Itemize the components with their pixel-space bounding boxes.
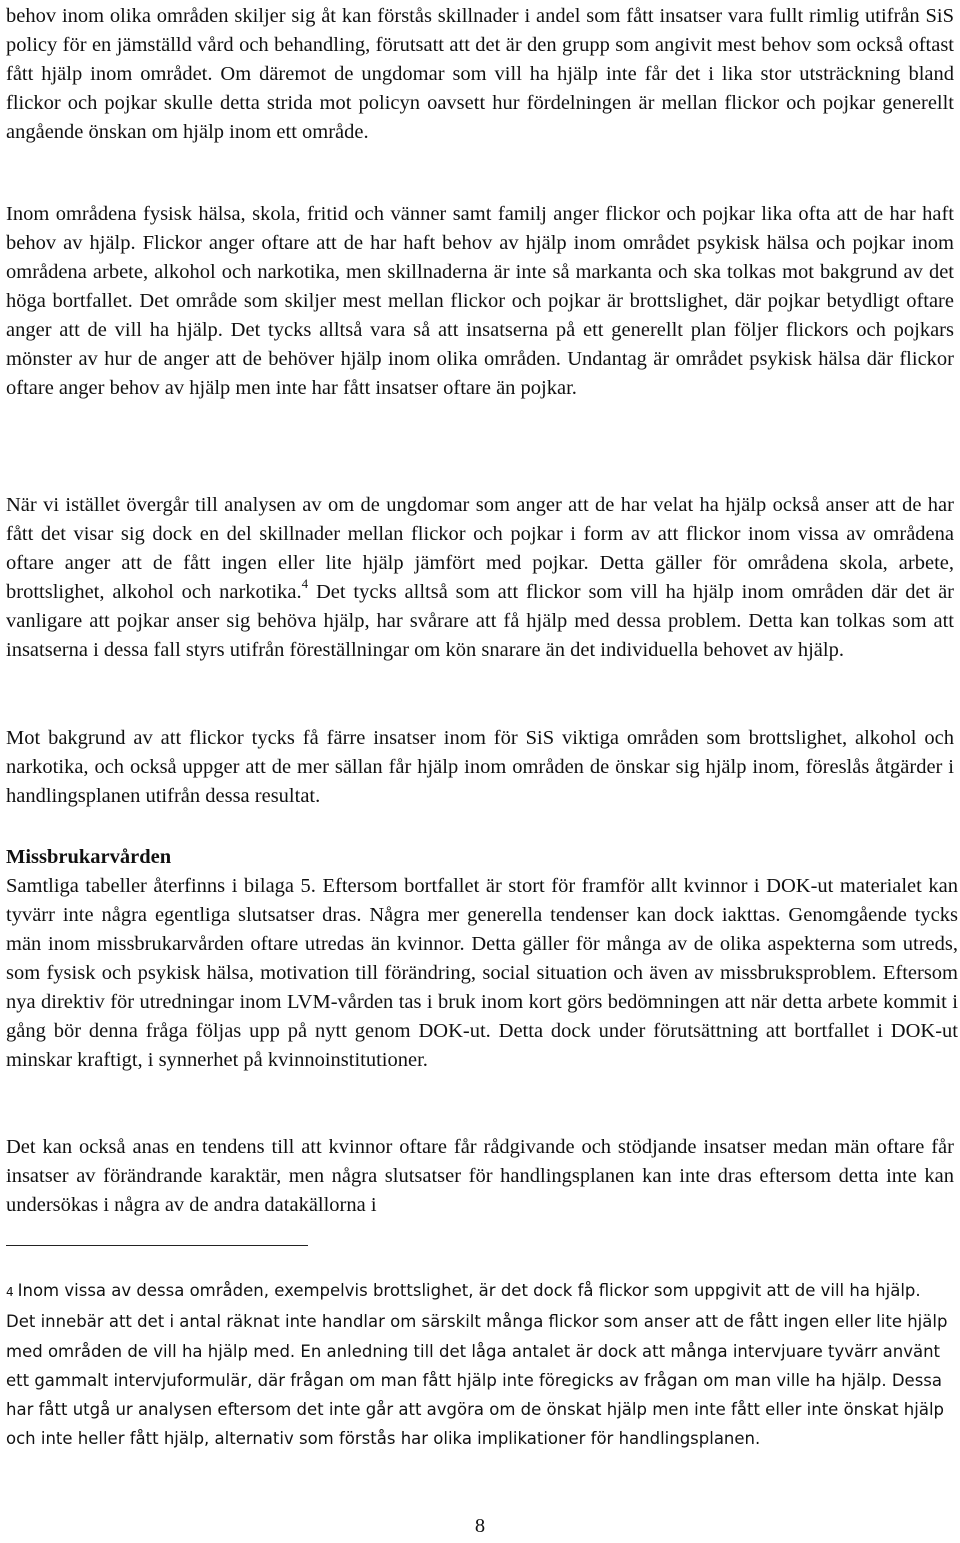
section-heading: Missbrukarvården [6, 846, 172, 868]
paragraph-1: behov inom olika områden skiljer sig åt kan förstås skillnader i andel som fått insatser vara fullt rimlig utifrån SiS policy för en jämställd vård och behandling, förutsatt att det är den grupp som angivit mest behov som också oftast fått hjälp inom området. Om däremot de ungdomar som vill ha hjälp inte får det i lika stor utsträckning bland flickor och pojkar skulle detta strida mot policyn oavsett hur fördelningen är mellan flickor och pojkar generellt angående önskan om hjälp inom ett område. [6, 5, 954, 143]
footnote-reference: 4 [301, 576, 309, 592]
paragraph-2: Inom områdena fysisk hälsa, skola, fritid och vänner samt familj anger flickor och pojkar lika ofta att de har haft behov av hjälp. Flickor anger oftare att de har haft behov av hjälp inom området psykisk hälsa och pojkar inom områdena arbete, alkohol och narkotika, men skillnaderna är inte så markanta och ska tolkas mot bakgrund av det höga bortfallet. Det område som skiljer mest mellan flickor och pojkar är brottslighet, där pojkar betydligt oftare anger att de vill ha hjälp. Det tycks alltså vara så att insatserna på ett generellt plan följer flickors och pojkars mönster av hur de anger att de behöver hjälp inom olika områden. Undantag är området psykisk hälsa där flickor oftare anger behov av hjälp men inte har fått insatser oftare än pojkar. [6, 203, 954, 399]
footnote-marker: 4 [6, 1285, 14, 1299]
paragraph-5: Samtliga tabeller återfinns i bilaga 5. Eftersom bortfallet är stort för framför allt kvinnor i DOK-ut materialet kan tyvärr inte några egentliga slutsatser dras. Några mer generella tendenser kan dock iakttas. Genomgående tycks män inom missbrukarvården oftare utredas än kvinnor. Detta gäller för många av de olika aspekterna som utreds, som fysisk och psykisk hälsa, motivation till förändring, social situation och även av missbruksproblem. Eftersom nya direktiv för utredningar inom LVM-vården tas i bruk inom kort görs bedömningen att när detta arbete kommit i gång bör denna fråga följas upp på nytt genom DOK-ut. Detta dock under förutsättning att bortfallet i DOK-ut minskar kraftigt, i synnerhet på kvinnoinstitutioner. [6, 875, 958, 1071]
footnote-separator [6, 1245, 308, 1246]
paragraph-3-text-before: När vi istället övergår till analysen av om de ungdomar som anger att de har velat ha hjälp också anser att de har fått det visar sig dock en del skillnader mellan flickor och pojkar i form av att flickor inom vissa av områdena oftare anger att de fått ingen eller lite hjälp jämfört med pojkar. Detta gäller för områdena skola, arbete, brottslighet, alkohol och narkotika. [6, 494, 954, 603]
paragraph-3 [6, 491, 954, 665]
paragraph-6: Det kan också anas en tendens till att kvinnor oftare får rådgivande och stödjande insatser medan män oftare får insatser av förändrande karaktär, men några slutsatser för handlingsplanen kan inte dras eftersom detta inte kan undersökas i några av de andra datakällorna i [6, 1136, 954, 1216]
footnote [6, 1276, 954, 1454]
paragraph-4: Mot bakgrund av att flickor tycks få färre insatser inom för SiS viktiga områden som brottslighet, alkohol och narkotika, och också uppger att de mer sällan får hjälp inom områden de önskar sig hjälp inom, föreslås åtgärder i handlingsplanen utifrån dessa resultat. [6, 727, 954, 807]
paragraph-3-text-after: Det tycks alltså som att flickor som vill ha hjälp inom områden där det är vanligare att pojkar anser sig behöva hjälp, har svårare att få hjälp med dessa problem. Detta kan tolkas som att insatserna i dessa fall styrs utifrån föreställningar om kön snarare än det individuella behovet av hjälp. [6, 581, 955, 661]
page-number: 8 [474, 1515, 486, 1537]
footnote-text: Inom vissa av dessa områden, exempelvis brottslighet, är det dock få flickor som uppgivit att de vill ha hjälp. Det innebär att det i antal räknat inte handlar om särskilt många flickor som anser att de fått ingen eller lite hjälp med områden de vill ha hjälp med. En anledning till det låga antalet är dock att många intervjuare tyvärr använt ett gammalt intervjuformulär, där frågan om man fått hjälp inte föregicks av frågan om man ville ha hjälp. Dessa har fått utgå ur analysen eftersom det inte går att avgöra om de önskat hjälp men inte fått eller inte önskat hjälp och inte heller fått hjälp, alternativ som förstås har olika implikationer för handlingsplanen. [6, 1281, 948, 1449]
